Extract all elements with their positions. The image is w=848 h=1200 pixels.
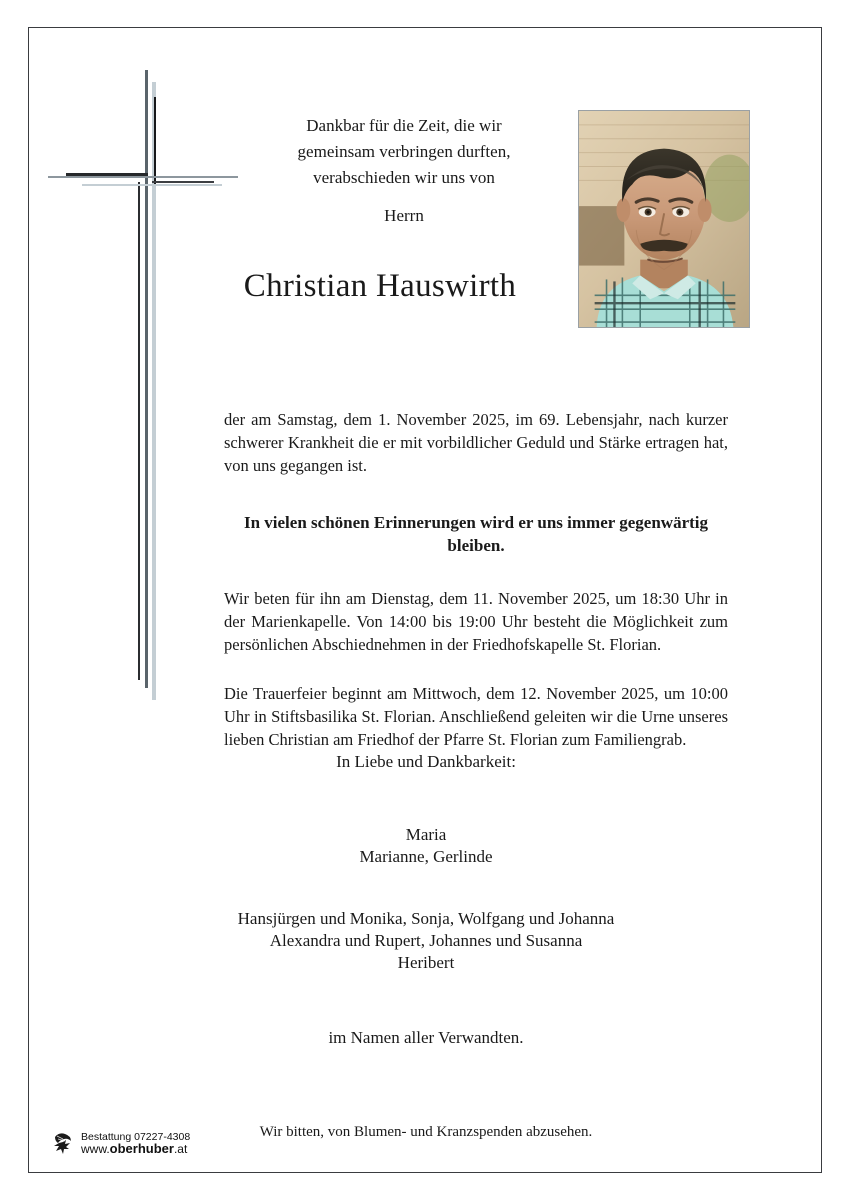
intro-line-1: Dankbar für die Zeit, die wir — [306, 116, 502, 135]
honorific: Herrn — [384, 206, 424, 225]
cross-vertical-gray — [145, 70, 148, 688]
family-names-secondary — [124, 908, 728, 974]
cross-horizontal-gray — [48, 176, 238, 178]
portrait-photo — [578, 110, 750, 328]
intro-line-2: gemeinsam verbringen durften, — [297, 142, 511, 161]
deceased-name: Christian Hauswirth — [243, 268, 517, 304]
logo-www-prefix: www. — [81, 1142, 110, 1156]
undertaker-logo[interactable] — [50, 1130, 190, 1156]
cross-horizontal-black-right — [152, 181, 214, 183]
body-text — [224, 408, 728, 751]
cross-vertical-black-lower — [138, 182, 140, 680]
logo-text — [81, 1131, 190, 1155]
cross-icon — [48, 60, 238, 700]
family-names-primary — [124, 824, 728, 868]
logo-website-line[interactable] — [81, 1143, 190, 1155]
paragraph-prayer-service: Wir beten für ihn am Dienstag, dem 11. November 2025, um 18:30 Uhr in der Marienkapelle. Von 14:00 bis 19:00 Uhr besteht die Möglichkeit zum persönlichen Abschiednehmen in der Friedhofskapelle St. Florian. — [224, 589, 728, 654]
closing-title: In Liebe und Dankbarkeit: — [336, 752, 516, 771]
intro-verse — [238, 113, 570, 191]
paragraph-remembrance: In vielen schönen Erinnerungen wird er uns immer gegenwärtig bleiben. — [243, 513, 709, 555]
cross-vertical-black-upper — [154, 97, 156, 185]
cross-horizontal-light — [82, 184, 222, 186]
family-name-line: Alexandra und Rupert, Johannes und Susanna — [269, 931, 583, 950]
flower-donation-request: Wir bitten, von Blumen- und Kranzspenden abzusehen. — [259, 1124, 593, 1140]
family-name-line: Marianne, Gerlinde — [359, 847, 493, 866]
in-name-of-relatives: im Namen aller Verwandten. — [328, 1028, 524, 1047]
closing-section — [124, 752, 728, 1141]
oberhuber-dove-icon — [50, 1130, 76, 1156]
family-name-line: Heribert — [397, 953, 455, 972]
logo-tld: .at — [173, 1142, 188, 1156]
paragraph-funeral-service: Die Trauerfeier beginnt am Mittwoch, dem 12. November 2025, um 10:00 Uhr in Stiftsbasilika St. Florian. Anschließend geleiten wir die Urne unseres lieben Christian am Friedhof der Pfarre St. Florian zum Familiengrab. — [224, 684, 728, 749]
family-name-line: Hansjürgen und Monika, Sonja, Wolfgang und Johanna — [237, 909, 615, 928]
logo-phone-line: Bestattung 07227-4308 — [81, 1131, 191, 1143]
cross-horizontal-black — [66, 173, 148, 176]
family-name-line: Maria — [405, 825, 447, 844]
logo-domain: oberhuber — [109, 1141, 174, 1156]
paragraph-death-notice: der am Samstag, dem 1. November 2025, im 69. Lebensjahr, nach kurzer schwerer Krankheit die er mit vorbildlicher Geduld und Stärke ertragen hat, von uns gegangen ist. — [224, 410, 728, 475]
intro-line-3: verabschieden wir uns von — [313, 168, 495, 187]
